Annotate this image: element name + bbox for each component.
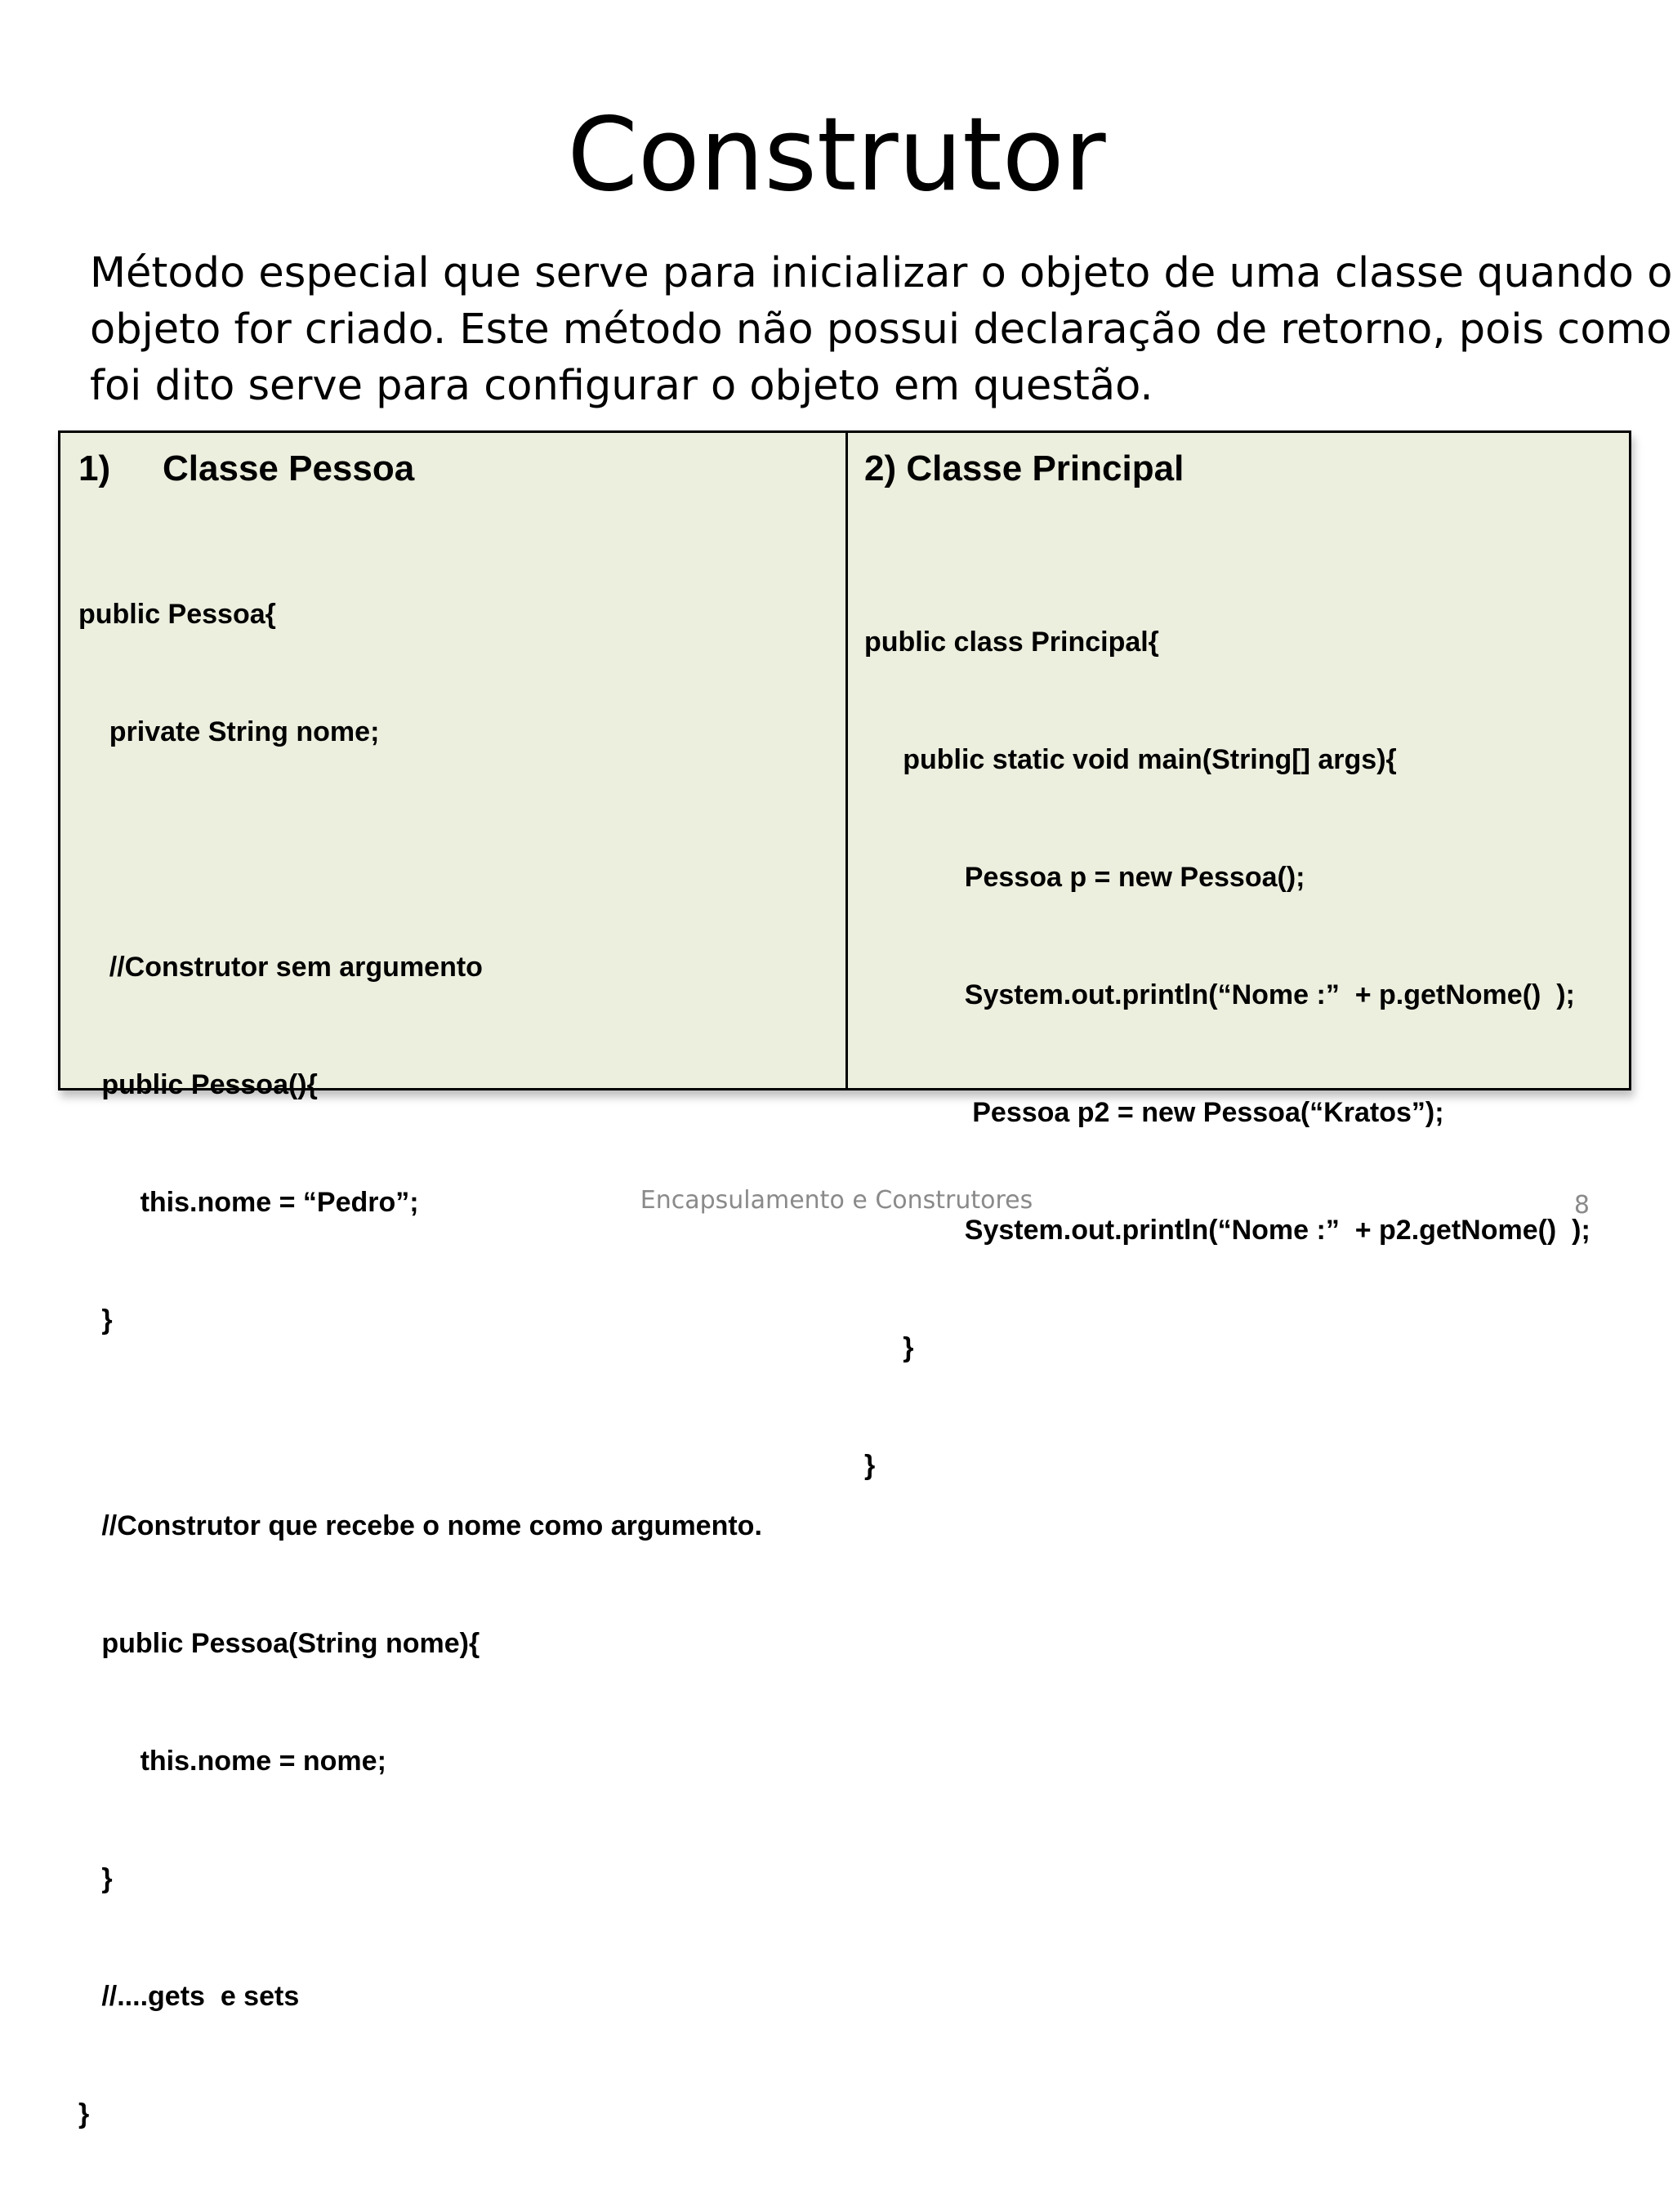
code-line: } bbox=[864, 1332, 914, 1363]
code-line: this.nome = nome; bbox=[78, 1746, 386, 1777]
code-line: this.nome = “Pedro”; bbox=[78, 1187, 419, 1218]
code-line: public static void main(String[] args){ bbox=[864, 744, 1397, 775]
left-heading-label: Classe Pessoa bbox=[163, 448, 415, 488]
intro-paragraph bbox=[90, 245, 1673, 414]
code-line: public Pessoa(){ bbox=[78, 1069, 318, 1100]
left-column-heading bbox=[78, 448, 414, 491]
code-line: Pessoa p2 = new Pessoa(“Kratos”); bbox=[864, 1097, 1444, 1128]
code-line bbox=[78, 830, 762, 869]
page-number: 8 bbox=[1573, 1191, 1590, 1220]
code-line: System.out.println(“Nome :” + p.getNome() ); bbox=[864, 979, 1575, 1010]
code-line: public Pessoa{ bbox=[78, 599, 276, 630]
code-line: //Construtor que recebe o nome como argumento. bbox=[78, 1510, 762, 1541]
right-code-block bbox=[864, 544, 1590, 1563]
code-line: private String nome; bbox=[78, 716, 380, 747]
code-line: //Construtor sem argumento bbox=[78, 952, 483, 983]
slide-title: Construtor bbox=[567, 96, 1106, 214]
right-column-heading: 2) Classe Principal bbox=[864, 448, 1184, 488]
right-code-column bbox=[848, 433, 1629, 1481]
code-line: } bbox=[864, 1450, 876, 1481]
code-line: System.out.println(“Nome :” + p2.getNome() ); bbox=[864, 1215, 1590, 1246]
code-line: Pessoa p = new Pessoa(); bbox=[864, 862, 1305, 893]
code-line: } bbox=[78, 2098, 90, 2129]
left-heading-number: 1) bbox=[78, 448, 111, 488]
code-line: //....gets e sets bbox=[78, 1981, 300, 2012]
intro-line: foi dito serve para configurar o objeto em questão. bbox=[90, 362, 1153, 410]
intro-line: Método especial que serve para inicializar o objeto de uma classe quando o bbox=[90, 249, 1673, 297]
intro-line: objeto for criado. Este método não possui declaração de retorno, pois como bbox=[90, 305, 1672, 354]
left-code-block bbox=[78, 516, 762, 2212]
code-line: } bbox=[78, 1304, 113, 1336]
slide-footer: Encapsulamento e Construtores bbox=[640, 1186, 1033, 1215]
code-line: public Pessoa(String nome){ bbox=[78, 1628, 480, 1659]
code-line: } bbox=[78, 1863, 113, 1894]
code-line bbox=[78, 1418, 762, 1428]
code-line: public class Principal{ bbox=[864, 627, 1159, 658]
